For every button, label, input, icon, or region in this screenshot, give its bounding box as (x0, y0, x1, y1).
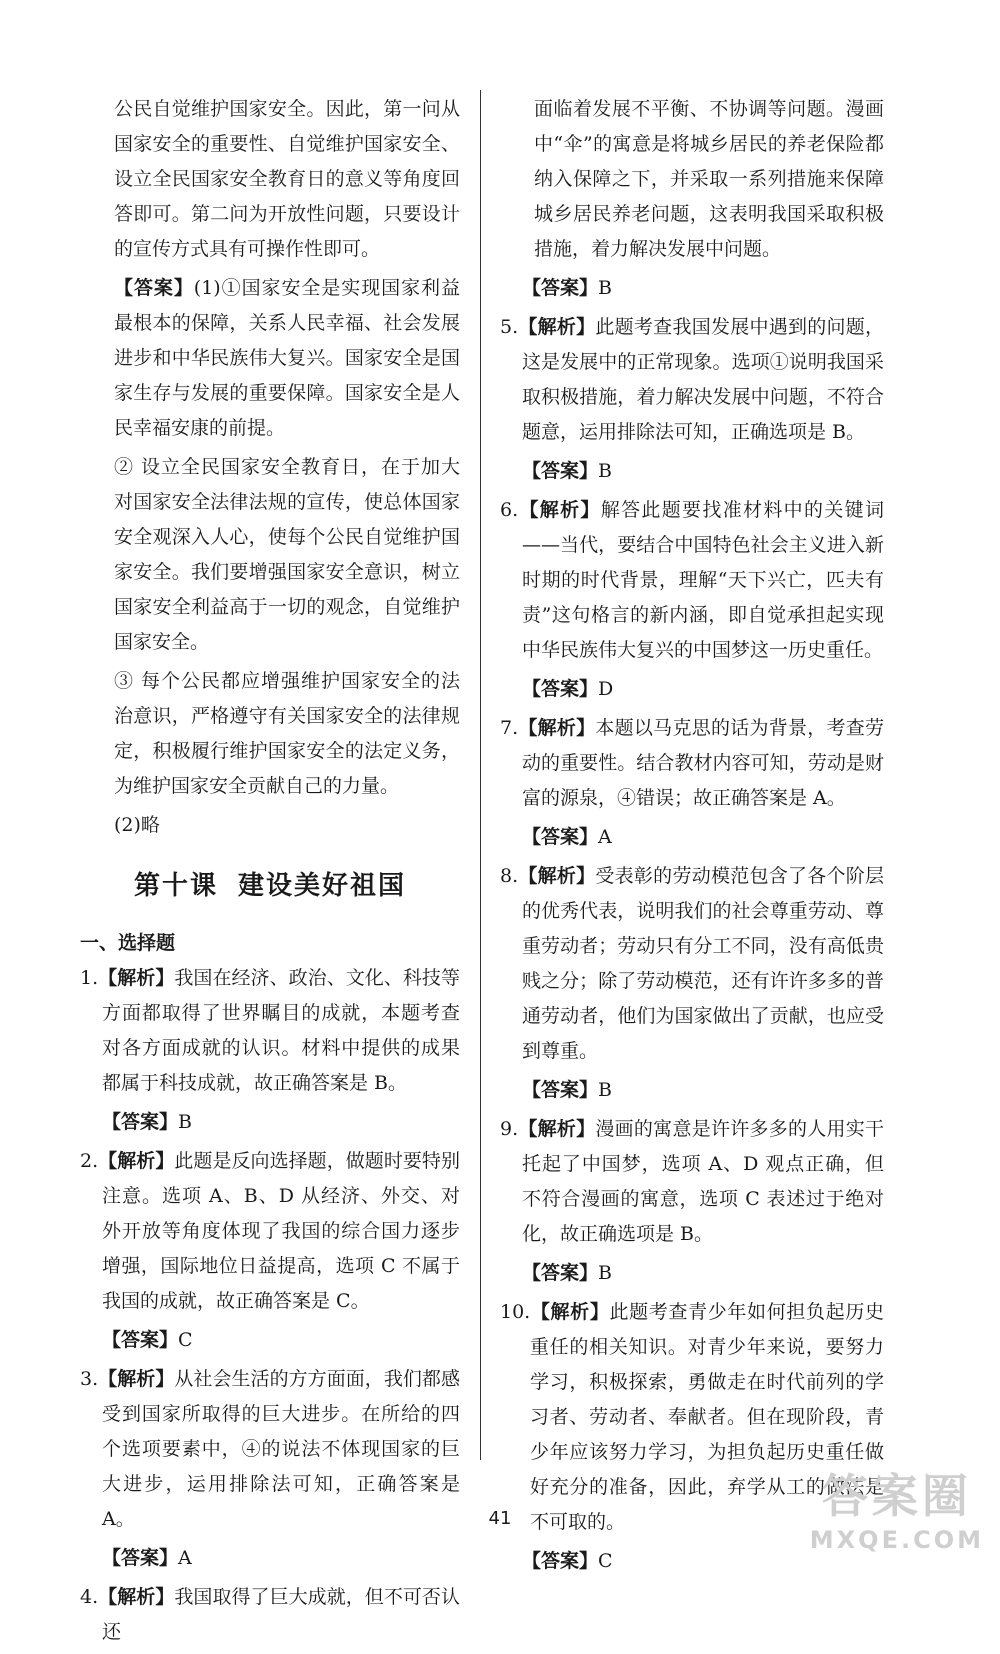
answer-text-1: (1)①国家安全是实现国家利益最根本的保障，关系人民幸福、社会发展进步和中华民族伟大复兴。国家安全是国家生存与发展的重要保障。国家安全是人民幸福安康的前提。 (114, 277, 460, 439)
left-column (80, 92, 460, 1654)
answer-3: 【答案】A (102, 1547, 192, 1569)
answer-2: 【答案】C (102, 1329, 193, 1351)
watermark-logo (810, 1460, 984, 1554)
page-number: 41 (488, 1508, 512, 1529)
watermark-sub: MXQE.COM (809, 1526, 984, 1554)
question-9: 9.【解析】漫画的寓意是许许多多的人用实干托起了中国梦，选项 A、D 观点正确，但不符合漫画的寓意，选项 C 表述过于绝对化，故正确选项是 B。 (500, 1118, 884, 1245)
answer-paragraph-3: ③ 每个公民都应增强维护国家安全的法治意识，严格遵守有关国家安全的法律规定，积极履行维护国家安全的法定义务，为维护国家安全贡献自己的力量。 (114, 670, 460, 797)
lesson-number: 第十课 (133, 871, 218, 901)
answer-5: 【答案】B (522, 460, 612, 482)
section-heading: 一、选择题 (80, 932, 176, 954)
question-5: 5.【解析】此题考查我国发展中遇到的问题，这是发展中的正常现象。选项①说明我国采取积极措施，着力解决发展中问题，不符合题意，运用排除法可知，正确选项是 B。 (500, 316, 884, 443)
answer-paragraph-1 (80, 271, 460, 446)
answer-1: 【答案】B (102, 1111, 192, 1133)
answer-4: 【答案】B (522, 277, 612, 299)
question-7: 7.【解析】本题以马克思的话为背景，考查劳动的重要性。结合教材内容可知，劳动是财富的源泉，④错误；故正确答案是 A。 (500, 717, 884, 809)
answer-6: 【答案】D (522, 678, 614, 700)
question-8: 8.【解析】受表彰的劳动模范包含了各个阶层的优秀代表，说明我们的社会尊重劳动、尊重劳动者；劳动只有分工不同，没有高低贵贱之分；除了劳动模范，还有许许多多的普通劳动者，他们为国家做出了贡献，也应受到尊重。 (500, 865, 884, 1062)
answer-paragraph-2: ② 设立全民国家安全教育日，在于加大对国家安全法律法规的宣传，使总体国家安全观深入人心，使每个公民自觉维护国家安全。我们要增强国家安全意识，树立国家安全利益高于一切的观念，自觉维护国家安全。 (114, 456, 460, 653)
question-3: 3.【解析】从社会生活的方方面面，我们都感受到国家所取得的巨大进步。在所给的四个选项要素中，④的说法不体现国家的巨大进步，运用排除法可知，正确答案是 A。 (80, 1368, 460, 1530)
question-6: 6.【解析】解答此题要找准材料中的关键词——当代，要结合中国特色社会主义进入新时期的时代背景，理解“天下兴亡，匹夫有责”这句格言的新内涵，即自觉承担起实现中华民族伟大复兴的中国梦这一历史重任。 (500, 499, 884, 661)
question-1: 1.【解析】我国在经济、政治、文化、科技等方面都取得了世界瞩目的成就，本题考查对各方面成就的认识。材料中提供的成果都属于科技成就，故正确答案是 B。 (80, 967, 460, 1094)
answer-7: 【答案】A (522, 826, 612, 848)
watermark-main: 答案圈 (821, 1469, 972, 1523)
answer-label: 【答案】 (114, 277, 194, 299)
lesson-title (80, 865, 460, 902)
question-4-continued: 面临着发展不平衡、不协调等问题。漫画中“伞”的寓意是将城乡居民的养老保险都纳入保障之下，并采取一系列措施来保障城乡居民养老问题，这表明我国采取积极措施，着力解决发展中问题。 (534, 98, 884, 260)
question-2: 2.【解析】此题是反向选择题，做题时要特别注意。选项 A、B、D 从经济、外交、对外开放等角度体现了我国的综合国力逐步增强，国际地位日益提高，选项 C 不属于我国的成就，故正确答案是 C。 (80, 1150, 460, 1312)
question-4: 4.【解析】我国取得了巨大成就，但不可否认还 (80, 1586, 460, 1643)
answer-10: 【答案】C (522, 1550, 613, 1572)
lesson-name: 建设美好祖国 (238, 871, 407, 901)
question-10: 10.【解析】此题考查青少年如何担负起历史重任的相关知识。对青少年来说，要努力学习，积极探索，勇做走在时代前列的学习者、劳动者、奉献者。但在现阶段，青少年应该努力学习，为担负起历史重任做好充分的准备，因此，弃学从工的做法是不可取的。 (500, 1301, 884, 1533)
intro-paragraph: 公民自觉维护国家安全。因此，第一问从国家安全的重要性、自觉维护国家安全、设立全民国家安全教育日的意义等角度回答即可。第二问为开放性问题，只要设计的宣传方式具有可操作性即可。 (114, 98, 460, 260)
right-column (500, 92, 884, 1583)
column-divider (480, 90, 481, 1460)
answer-paragraph-4: (2)略 (114, 814, 160, 836)
answer-9: 【答案】B (522, 1262, 612, 1284)
answer-8: 【答案】B (522, 1079, 612, 1101)
